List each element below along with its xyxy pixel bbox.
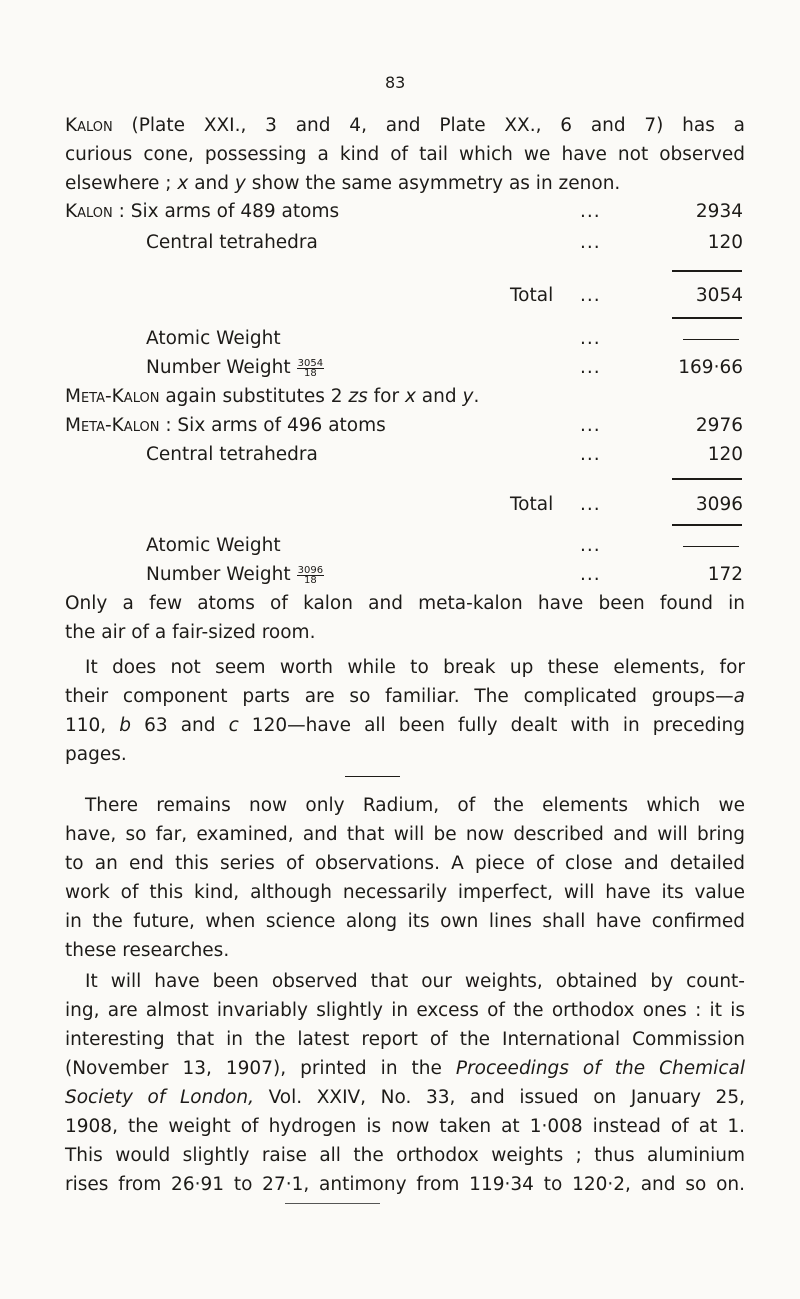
fraction-denominator: 18 bbox=[304, 574, 317, 586]
fraction-numerator: 3054 bbox=[297, 357, 324, 369]
intro-line-3-and: and bbox=[188, 173, 235, 194]
para2-line-4: pages. bbox=[65, 744, 127, 765]
meta-kalon-number-weight-dots: ... bbox=[580, 564, 601, 585]
kalon-number-weight-text: Number Weight bbox=[146, 357, 291, 378]
fraction-denominator: 18 bbox=[304, 367, 317, 379]
meta-kalon-atomic-weight-dash bbox=[683, 546, 739, 547]
kalon-number-weight-fraction bbox=[297, 359, 324, 378]
var-x: x bbox=[404, 386, 416, 407]
para2-line-2 bbox=[65, 683, 745, 711]
kalon-atomic-weight-label: Atomic Weight bbox=[146, 328, 281, 349]
kalon-row-1-text: : Six arms of 489 atoms bbox=[112, 201, 340, 222]
kalon-row-2-value: 120 bbox=[707, 232, 743, 253]
journal-title-part-1: Proceedings of the Chemical bbox=[455, 1058, 745, 1079]
kalon-total-value: 3054 bbox=[695, 285, 743, 306]
meta-kalon-total-label: Total bbox=[510, 494, 554, 515]
kalon-heading: Kalon bbox=[65, 115, 113, 136]
para4-line-4 bbox=[65, 1055, 745, 1083]
kalon-row-1-value: 2934 bbox=[695, 201, 743, 222]
intro-line-3-pre: elsewhere ; bbox=[65, 173, 178, 194]
var-c: c bbox=[228, 715, 239, 736]
page-number: 83 bbox=[385, 73, 406, 92]
kalon-row-1-dots: ... bbox=[580, 201, 601, 222]
intro-line-1 bbox=[65, 112, 745, 140]
para3-line-1: There remains now only Radium, of the elements which we bbox=[85, 795, 745, 816]
para4-line-5-post: Vol. XXIV, No. 33, and issued on January 25, bbox=[253, 1087, 745, 1108]
para2-line-2-text: their component parts are so familiar. The complicated groups— bbox=[65, 686, 734, 707]
kalon-number-weight-label bbox=[146, 354, 324, 382]
meta-kalon-total-dots: ... bbox=[580, 494, 601, 515]
para3-line-5: in the future, when science along its own lines shall have confirmed bbox=[65, 911, 745, 932]
kalon-row-2-label: Central tetrahedra bbox=[146, 232, 318, 253]
kalon-atomic-weight-dash bbox=[683, 339, 739, 340]
para3-line-2: have, so far, examined, and that will be now described and will bring bbox=[65, 824, 745, 845]
section-divider bbox=[345, 776, 400, 777]
para4-line-8: rises from 26·91 to 27·1, antimony from 119·34 to 120·2, and so on. bbox=[65, 1174, 745, 1195]
para4-line-2: ing, are almost invariably slightly in excess of the orthodox ones : it is bbox=[65, 1000, 745, 1021]
fraction-numerator: 3096 bbox=[297, 564, 324, 576]
var-b: b bbox=[119, 715, 132, 736]
meta-kalon-number-weight-text: Number Weight bbox=[146, 564, 291, 585]
kalon-row-1-label bbox=[65, 198, 339, 226]
para4-line-5 bbox=[65, 1084, 745, 1112]
meta-kalon-row-1-text: : Six arms of 496 atoms bbox=[159, 415, 386, 436]
meta-kalon-row-1-dots: ... bbox=[580, 415, 601, 436]
var-a: a bbox=[733, 686, 745, 707]
kalon-total-dots: ... bbox=[580, 285, 601, 306]
meta-kalon-sum-rule bbox=[672, 478, 742, 480]
para3-line-3: to an end this series of observations. A piece of close and detailed bbox=[65, 853, 745, 874]
meta-kalon-row-2-dots: ... bbox=[580, 444, 601, 465]
kalon-sum-rule bbox=[672, 270, 742, 272]
para1-line-2: the air of a fair-sized room. bbox=[65, 622, 316, 643]
para2-line-1: It does not seem worth while to break up these elements, for bbox=[85, 657, 745, 678]
meta-note-end: . bbox=[473, 386, 480, 407]
meta-kalon-number-weight-fraction bbox=[297, 566, 324, 585]
kalon-atomic-weight-dots: ... bbox=[580, 328, 601, 349]
para4-line-1: It will have been observed that our weights, obtained by count- bbox=[85, 971, 745, 992]
meta-kalon-number-weight-value: 172 bbox=[707, 564, 743, 585]
kalon-number-weight-value: 169·66 bbox=[678, 357, 743, 378]
para4-line-6: 1908, the weight of hydrogen is now taken at 1·008 instead of at 1. bbox=[65, 1116, 745, 1137]
meta-kalon-row-1-value: 2976 bbox=[695, 415, 743, 436]
journal-title-part-2: Society of London, bbox=[65, 1087, 254, 1108]
var-zs: zs bbox=[348, 386, 368, 407]
meta-kalon-table-title: Meta-Kalon bbox=[65, 415, 160, 436]
meta-note-mid: for bbox=[367, 386, 405, 407]
var-y: y bbox=[234, 173, 246, 194]
para1-line-1: Only a few atoms of kalon and meta-kalon have been found in bbox=[65, 593, 745, 614]
bottom-rule bbox=[285, 1203, 380, 1204]
var-x: x bbox=[177, 173, 189, 194]
para4-line-3: interesting that in the latest report of the International Commission bbox=[65, 1029, 745, 1050]
intro-line-3 bbox=[65, 170, 745, 198]
meta-kalon-atomic-weight-dots: ... bbox=[580, 535, 601, 556]
meta-note-pre: again substitutes 2 bbox=[159, 386, 349, 407]
var-y: y bbox=[462, 386, 474, 407]
meta-kalon-note bbox=[65, 383, 745, 411]
meta-kalon-row-1-label bbox=[65, 412, 386, 440]
intro-line-2: curious cone, possessing a kind of tail which we have not observed bbox=[65, 144, 745, 165]
meta-kalon-total-value: 3096 bbox=[695, 494, 743, 515]
para3-line-4: work of this kind, although necessarily imperfect, will have its value bbox=[65, 882, 745, 903]
kalon-row-2-dots: ... bbox=[580, 232, 601, 253]
para2-line-3-post: 120—have all been fully dealt with in preceding bbox=[238, 715, 745, 736]
meta-kalon-atomic-weight-label: Atomic Weight bbox=[146, 535, 281, 556]
meta-kalon-total-rule bbox=[672, 524, 742, 526]
kalon-total-label: Total bbox=[510, 285, 554, 306]
kalon-total-rule bbox=[672, 317, 742, 319]
meta-kalon-note-title: Meta-Kalon bbox=[65, 386, 160, 407]
para3-line-6: these researches. bbox=[65, 940, 230, 961]
intro-line-1-text: (Plate XXI., 3 and 4, and Plate XX., 6 and 7) has a bbox=[112, 115, 745, 136]
meta-note-and: and bbox=[415, 386, 463, 407]
para2-line-3 bbox=[65, 712, 745, 740]
intro-line-3-post: show the same asymmetry as in zenon. bbox=[245, 173, 621, 194]
meta-kalon-number-weight-label bbox=[146, 561, 324, 589]
kalon-table-title: Kalon bbox=[65, 201, 113, 222]
para4-line-4-pre: (November 13, 1907), printed in the bbox=[65, 1058, 456, 1079]
meta-kalon-row-2-value: 120 bbox=[707, 444, 743, 465]
para2-line-3-pre: 110, bbox=[65, 715, 120, 736]
para2-line-3-mid: 63 and bbox=[131, 715, 229, 736]
para4-line-7: This would slightly raise all the orthodox weights ; thus aluminium bbox=[65, 1145, 745, 1166]
meta-kalon-row-2-label: Central tetrahedra bbox=[146, 444, 318, 465]
kalon-number-weight-dots: ... bbox=[580, 357, 601, 378]
